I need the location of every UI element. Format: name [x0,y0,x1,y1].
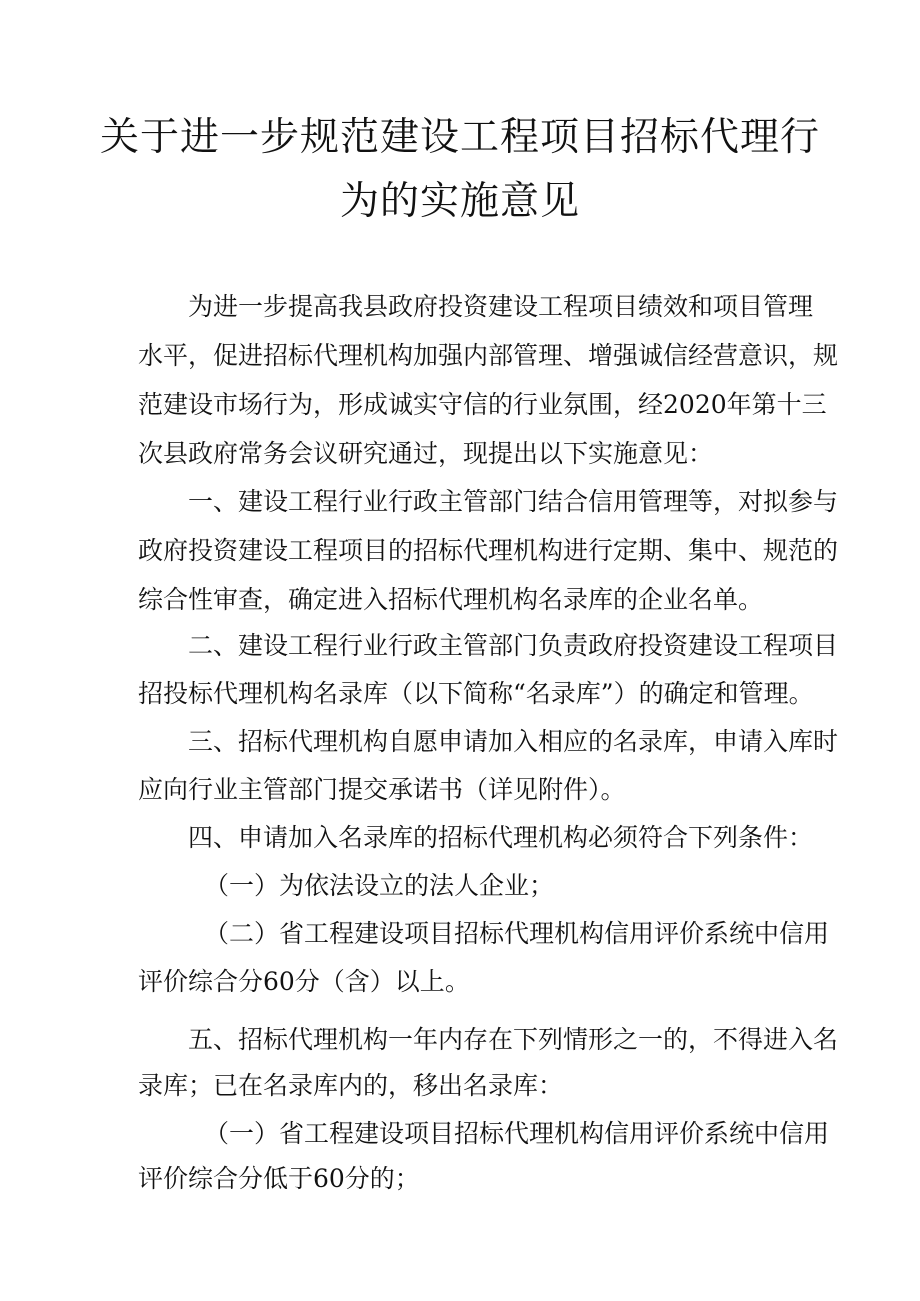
paragraph-line: （二）省工程建设项目招标代理机构信用评价系统中信用 [204,919,830,948]
paragraph-line: 政府投资建设工程项目的招标代理机构进行定期、集中、规范的 [138,536,839,565]
paragraph-line: 范建设市场行为，形成诚实守信的行业氛围，经2020年第十三 [138,390,827,419]
title-line-1: 关于进一步规范建设工程项目招标代理行 [99,115,820,160]
paragraph-line: 评价综合分低于60分的； [138,1164,420,1193]
title-line-2: 为的实施意见 [339,179,580,224]
paragraph-line: 次县政府常务会议研究通过，现提出以下实施意见： [138,439,714,468]
paragraph-line: （一）省工程建设项目招标代理机构信用评价系统中信用 [204,1119,830,1148]
paragraph-line: 录库；已在名录库内的，移出名录库： [138,1071,564,1100]
paragraph-line: 三、招标代理机构自愿申请加入相应的名录库，申请入库时 [188,727,839,756]
paragraph-line: 四、申请加入名录库的招标代理机构必须符合下列条件： [188,823,814,852]
paragraph-line: 评价综合分60分（含）以上。 [138,967,470,996]
paragraph-line: 五、招标代理机构一年内存在下列情形之一的，不得进入名 [188,1025,839,1054]
paragraph-line: 应向行业主管部门提交承诺书（详见附件）。 [138,775,626,804]
paragraph-line: 二、建设工程行业行政主管部门负责政府投资建设工程项目 [188,631,839,660]
paragraph-line: 招投标代理机构名录库（以下简称“名录库”）的确定和管理。 [138,679,814,708]
paragraph-line: 综合性审查，确定进入招标代理机构名录库的企业名单。 [138,585,764,614]
paragraph-line: 一、建设工程行业行政主管部门结合信用管理等，对拟参与 [188,487,839,516]
paragraph-line: 水平，促进招标代理机构加强内部管理、增强诚信经营意识，规 [138,341,839,370]
paragraph-line: 为进一步提高我县政府投资建设工程项目绩效和项目管理 [188,292,814,321]
paragraph-line: （一）为依法设立的法人企业； [204,871,555,900]
